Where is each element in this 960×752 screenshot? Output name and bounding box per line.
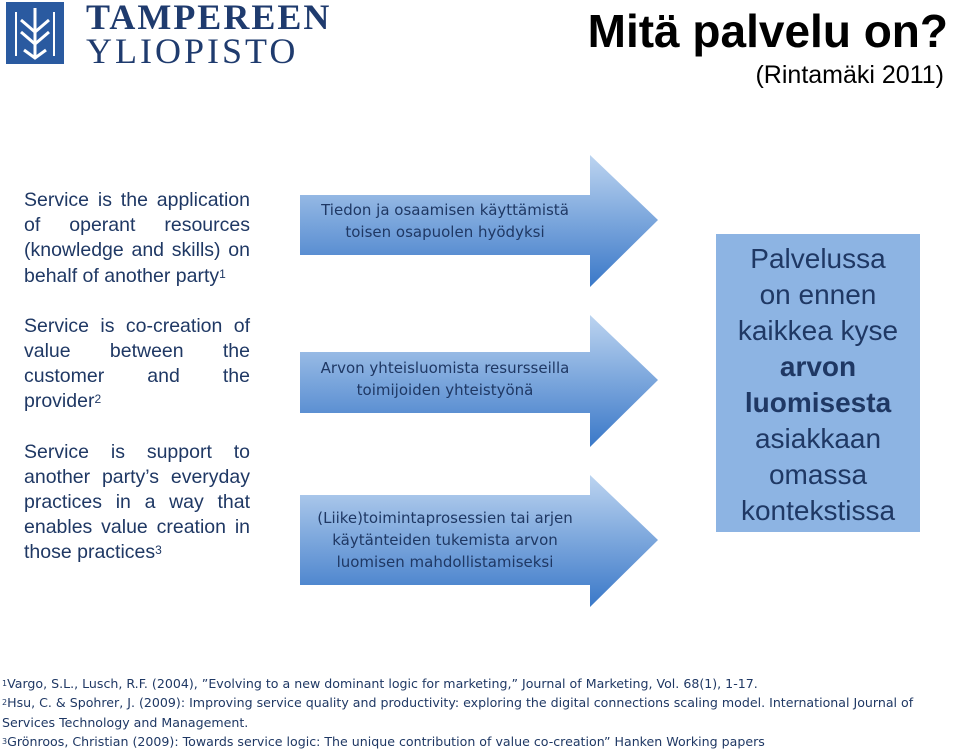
page-subtitle: (Rintamäki 2011)	[755, 61, 944, 89]
reference-2: $^2$Hsu, C. & Spohrer, J. (2009): Improving service quality and productivity: exploring the digital connections scaling model. International Journal of Services Technology and Management.	[2, 695, 914, 730]
reference-3: $^3$Grönroos, Christian (2009): Towards service logic: The unique contribution of value co-creation” Hanken Working papers	[2, 734, 765, 750]
service-summary-box: Palvelussa on ennen kaikkea kyse arvon luomisesta asiakkaan omassa kontekstissa	[716, 234, 920, 532]
definition-2: Service is co-creation of value between the customer and the provider$^2$	[24, 314, 250, 413]
arrow-text-3: (Liike)toimintaprosessien tai arjen käytänteiden tukemista arvon luomisen mahdollistamiseksi	[317, 509, 573, 571]
logo-line-2: YLIOPISTO	[86, 31, 299, 71]
definition-3: Service is support to another party’s everyday practices in a way that enables value creation in those practices$^3$	[24, 440, 250, 564]
reference-1: $^1$Vargo, S.L., Lusch, R.F. (2004), ”Evolving to a new dominant logic for marketing,” Journal of Marketing, Vol. 68(1), 1-17.	[2, 676, 758, 691]
arrow-text-2: Arvon yhteisluomista resursseilla toimijoiden yhteistyönä	[320, 359, 570, 399]
definition-1: Service is the application of operant resources (knowledge and skills) on behalf of another party$^1$	[24, 189, 250, 287]
logo-line-1: TAMPEREEN	[86, 0, 332, 37]
references	[2, 674, 960, 752]
arrow-text-1: Tiedon ja osaamisen käyttämistä toisen osapuolen hyödyksi	[321, 201, 569, 241]
page-title: Mitä palvelu on?	[587, 5, 948, 57]
